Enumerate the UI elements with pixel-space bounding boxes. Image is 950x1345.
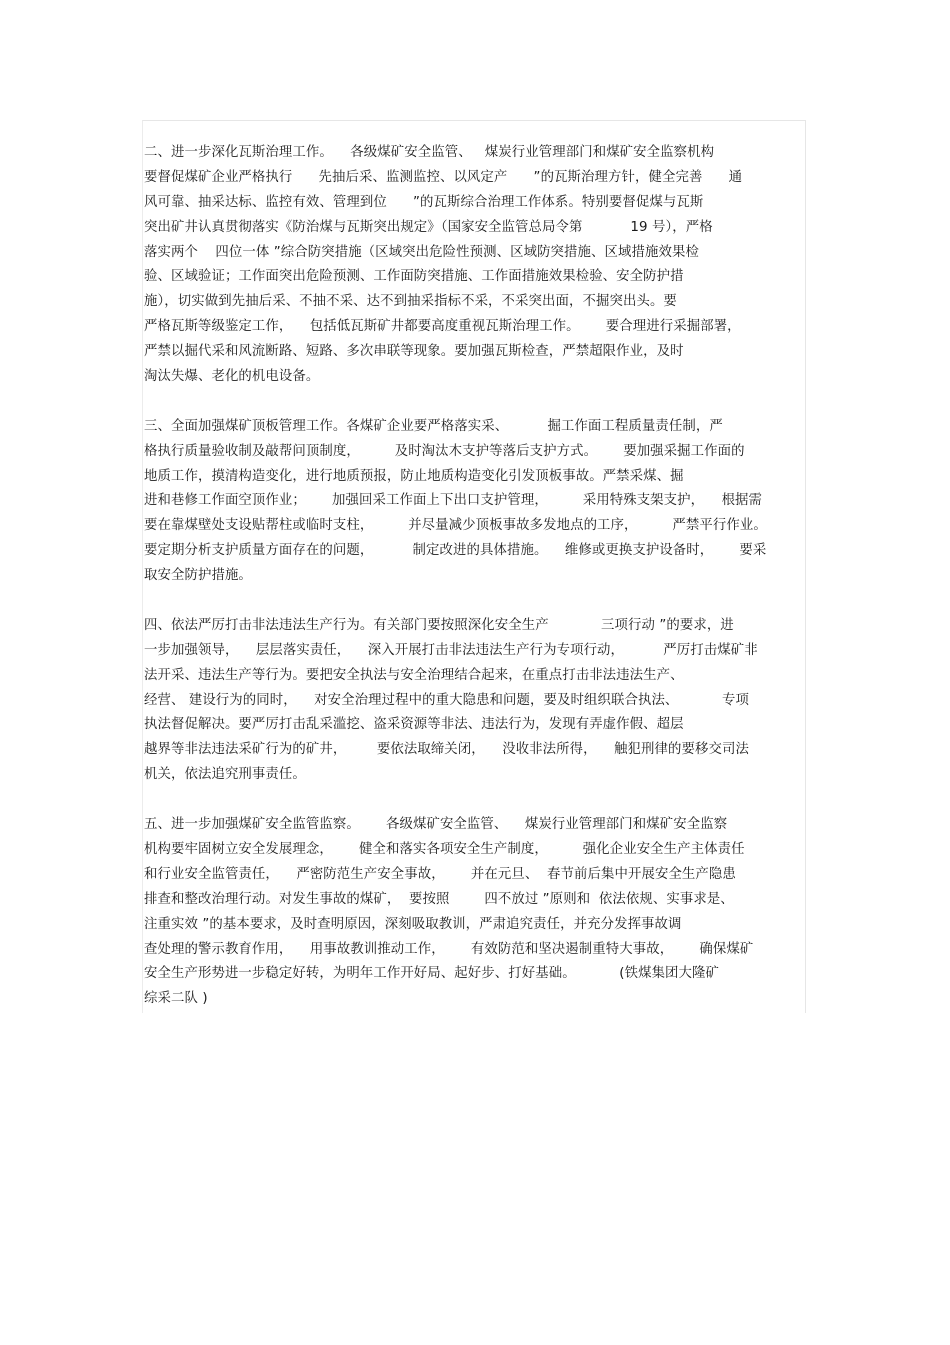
text-line: 进和巷修工作面空顶作业； 加强回采工作面上下出口支护管理， 采用特殊支架支护， 根据需 <box>144 493 763 509</box>
text-line: 落实两个 四位一体 ”综合防突措施（区域突出危险性预测、区域防突措施、区域措施效果检 <box>144 244 699 260</box>
text-line: 验、区域验证；工作面突出危险预测、工作面防突措施、工作面措施效果检验、安全防护措 <box>144 269 684 285</box>
text-line: 严禁以掘代采和风流断路、短路、多次串联等现象。要加强瓦斯检查，严禁超限作业，及时 <box>144 344 684 360</box>
text-line: 施），切实做到先抽后采、不抽不采、达不到抽采指标不采，不采突出面，不掘突出头。要 <box>144 294 677 310</box>
text-line: 一步加强领导， 层层落实责任， 深入开展打击非法违法生产行为专项行动， 严厉打击煤矿非 <box>144 642 758 658</box>
text-line: 机构要牢固树立安全发展理念， 健全和落实各项安全生产制度， 强化企业安全生产主体责任 <box>144 841 745 857</box>
paragraph-supervision <box>144 813 804 1012</box>
text-line: 突出矿井认真贯彻落实《防治煤与瓦斯突出规定》（国家安全监管总局令第 19 号），严格 <box>144 219 713 235</box>
paragraph-roof-management <box>144 415 804 589</box>
text-line: 格执行质量验收制及敲帮问顶制度， 及时淘汰木支护等落后支护方式。 要加强采掘工作面的 <box>144 443 745 459</box>
text-line: 排查和整改治理行动。对发生事故的煤矿， 要按照 四不放过 ”原则和 依法依规、实事求是、 <box>144 891 734 907</box>
text-line: 经营、 建设行为的同时， 对安全治理过程中的重大隐患和问题，要及时组织联合执法、 专项 <box>144 692 749 708</box>
text-line: 注重实效 ”的基本要求，及时查明原因，深刻吸取教训，严肃追究责任，并充分发挥事故调 <box>144 916 682 932</box>
text-line: 安全生产形势进一步稳定好转，为明年工作开好局、起好步、打好基础。 (铁煤集团大隆矿 <box>144 966 720 982</box>
text-line: 要在靠煤壁处支设贴帮柱或临时支柱， 并尽量减少顶板事故多发地点的工序， 严禁平行作业。 <box>144 518 767 534</box>
text-line: 风可靠、抽采达标、监控有效、管理到位 ”的瓦斯综合治理工作体系。特别要督促煤与瓦斯 <box>144 194 704 210</box>
text-line: 机关，依法追究刑事责任。 <box>144 767 306 783</box>
text-line: 淘汰失爆、老化的机电设备。 <box>144 369 320 385</box>
document-body <box>144 141 804 1037</box>
text-line: 四、依法严厉打击非法违法生产行为。有关部门要按照深化安全生产 三项行动 ”的要求，进 <box>144 617 734 633</box>
text-line: 执法督促解决。要严厉打击乱采滥挖、盗采资源等非法、违法行为，发现有弄虚作假、超层 <box>144 717 684 733</box>
text-line: 五、进一步加强煤矿安全监管监察。 各级煤矿安全监管、 煤炭行业管理部门和煤矿安全监察 <box>144 817 728 833</box>
text-line: 严格瓦斯等级鉴定工作， 包括低瓦斯矿井都要高度重视瓦斯治理工作。 要合理进行采掘部署， <box>144 319 741 335</box>
text-line: 综采二队 ) <box>144 991 208 1007</box>
text-line: 查处理的警示教育作用， 用事故教训推动工作， 有效防范和坚决遏制重特大事故， 确保煤矿 <box>144 941 754 957</box>
text-line: 地质工作，摸清构造变化，进行地质预报，防止地质构造变化引发顶板事故。严禁采煤、掘 <box>144 468 684 484</box>
text-line: 法开采、违法生产等行为。要把安全执法与安全治理结合起来，在重点打击非法违法生产、 <box>144 667 684 683</box>
text-line: 和行业安全监管责任， 严密防范生产安全事故， 并在元旦、 春节前后集中开展安全生产隐患 <box>144 866 736 882</box>
paragraph-gas-control <box>144 141 804 390</box>
text-line: 二、进一步深化瓦斯治理工作。 各级煤矿安全监管、 煤炭行业管理部门和煤矿安全监察机构 <box>144 145 715 160</box>
text-line: 要定期分析支护质量方面存在的问题， 制定改进的具体措施。 维修或更换支护设备时， 要采 <box>144 543 767 559</box>
text-line: 三、全面加强煤矿顶板管理工作。各煤矿企业要严格落实采、 掘工作面工程质量责任制，严 <box>144 418 723 434</box>
paragraph-illegal-production <box>144 614 804 788</box>
text-line: 取安全防护措施。 <box>144 568 252 584</box>
text-line: 越界等非法违法采矿行为的矿井， 要依法取缔关闭， 没收非法所得， 触犯刑律的要移交司法 <box>144 742 749 758</box>
text-line: 要督促煤矿企业严格执行 先抽后采、监测监控、以风定产 ”的瓦斯治理方针，健全完善 通 <box>144 169 743 185</box>
